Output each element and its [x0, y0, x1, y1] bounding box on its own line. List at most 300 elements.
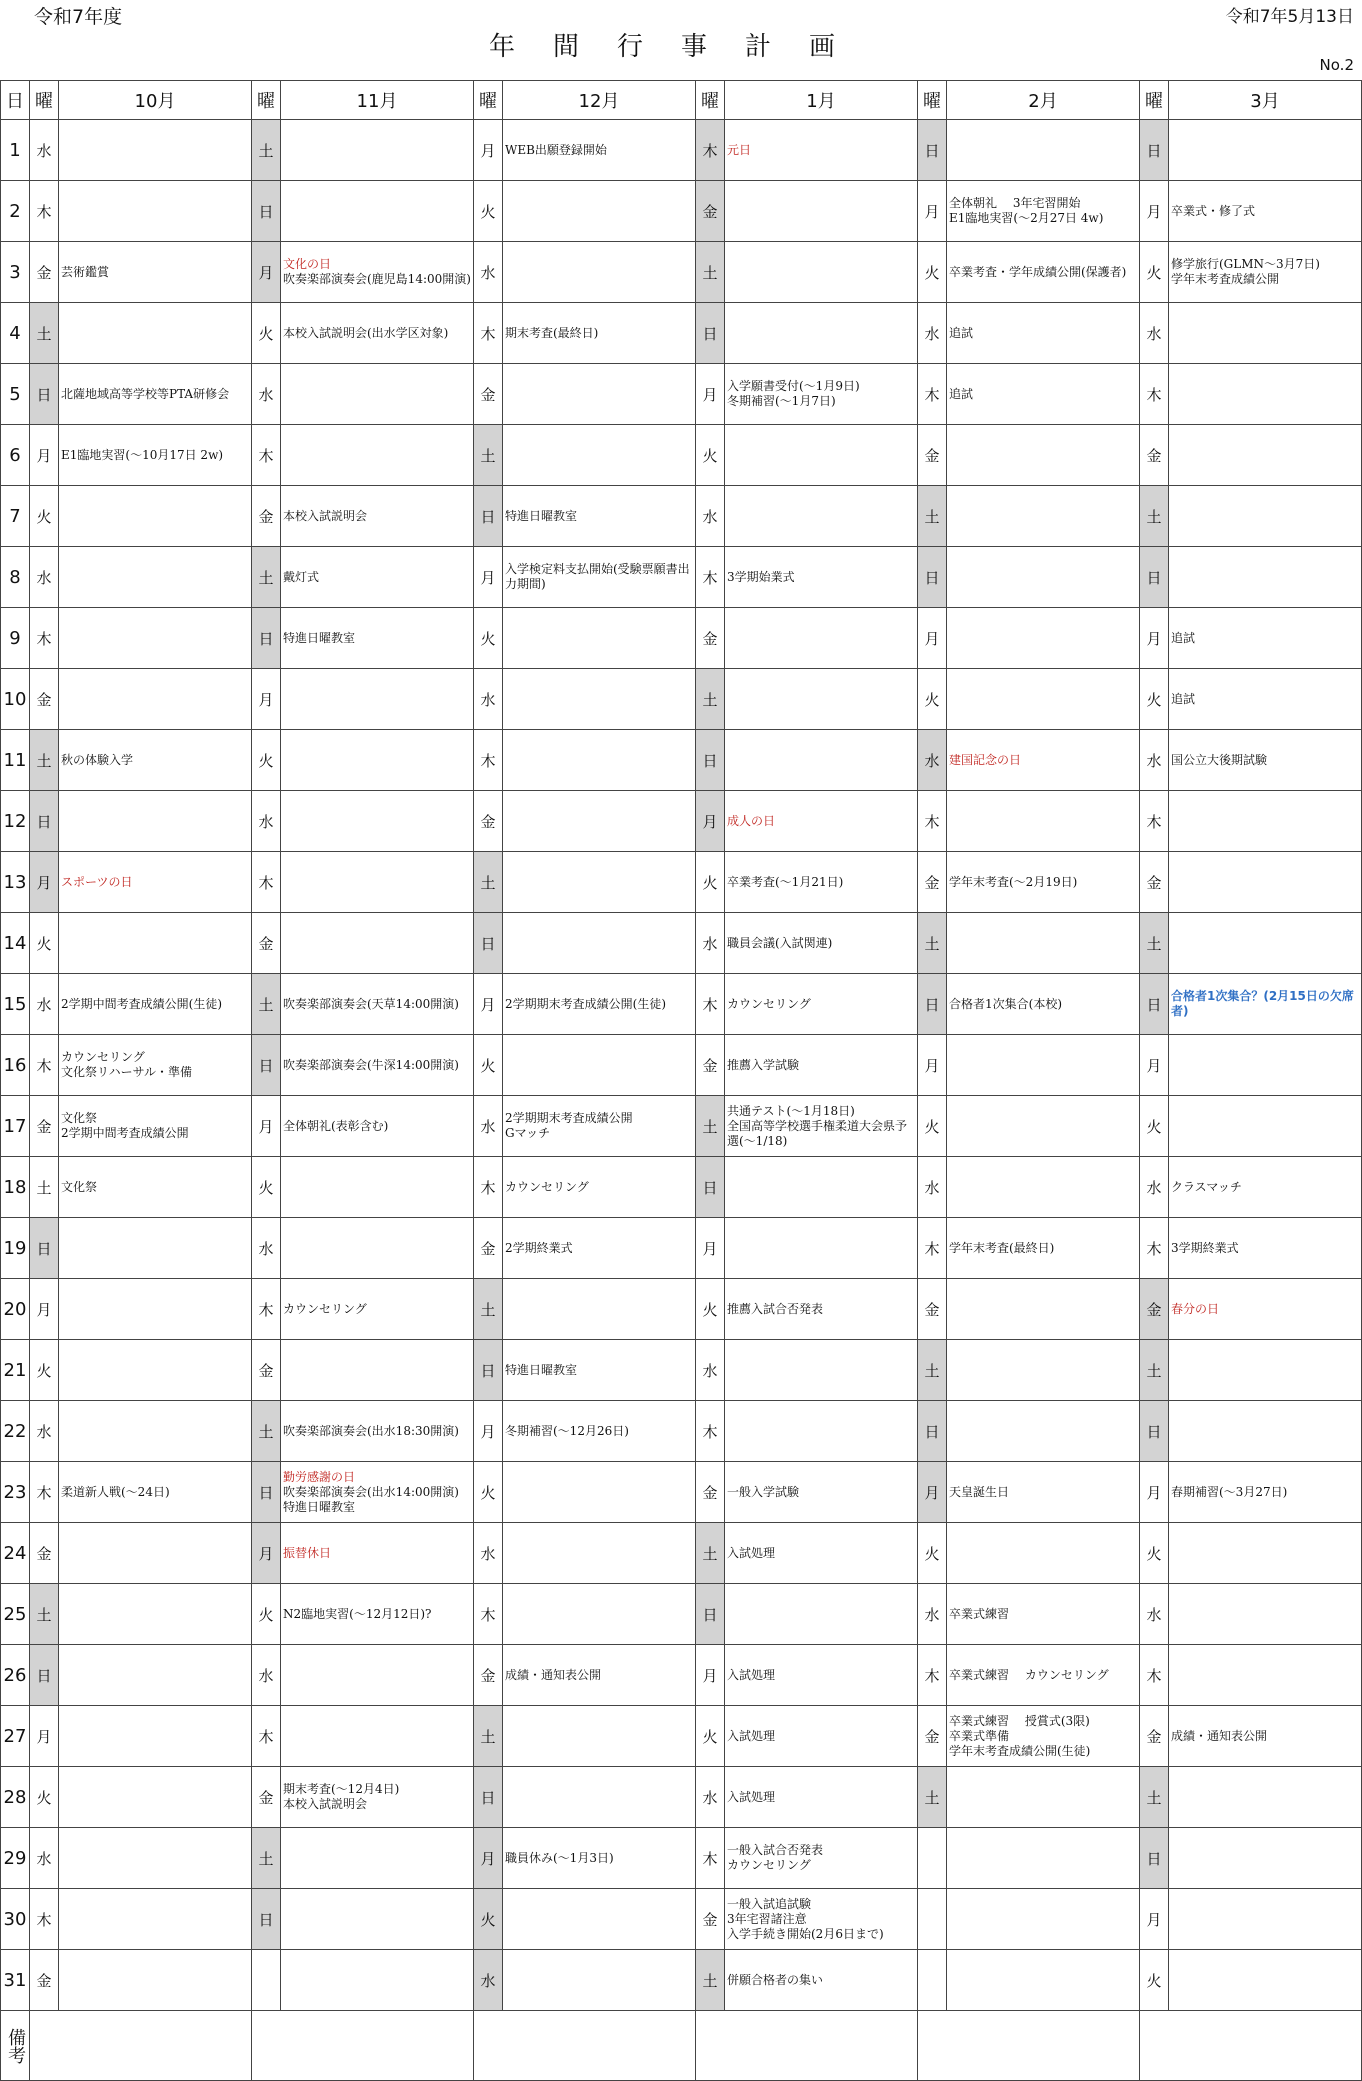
event-cell: [1169, 1401, 1362, 1462]
event-text: E1臨地実習(～10月17日 2w): [61, 447, 224, 462]
weekday-cell: 月: [1140, 608, 1169, 669]
event-text: 冬期補習(～1月7日): [727, 394, 836, 408]
event-text: 2学期期末考査成績公開(生徒): [505, 996, 666, 1011]
table-body: [1, 120, 1362, 2081]
day-number: 9: [1, 608, 30, 669]
weekday-cell: 金: [1140, 425, 1169, 486]
event-text: 2学期中間考査成績公開(生徒): [61, 996, 222, 1011]
weekday-cell: 日: [474, 1340, 503, 1401]
weekday-cell: 金: [474, 1218, 503, 1279]
event-cell: [59, 1523, 252, 1584]
holiday-label: 春分の日: [1171, 1301, 1220, 1316]
table-row: [1, 1767, 1362, 1828]
event-text: 合格者1次集合(本校): [949, 996, 1062, 1011]
weekday-cell: 木: [252, 1279, 281, 1340]
event-text: 吹奏楽部演奏会(天草14:00開演): [283, 996, 459, 1011]
event-cell: [281, 1157, 474, 1218]
table-row: [1, 547, 1362, 608]
table-row: [1, 120, 1362, 181]
holiday-label: 成人の日: [727, 813, 776, 828]
weekday-cell: 火: [474, 1889, 503, 1950]
event-cell: [725, 1889, 918, 1950]
weekday-cell: 木: [918, 1645, 947, 1706]
event-cell: [947, 852, 1140, 913]
event-cell: [503, 669, 696, 730]
day-number: 20: [1, 1279, 30, 1340]
event-text: 入試処理: [727, 1789, 776, 1804]
event-text: 一般入学試験: [727, 1484, 800, 1499]
event-cell: [281, 608, 474, 669]
weekday-cell: 月: [30, 1706, 59, 1767]
event-text: 特進日曜教室: [283, 630, 356, 645]
weekday-cell: 月: [252, 242, 281, 303]
weekday-cell: 土: [1140, 1340, 1169, 1401]
weekday-cell: 月: [474, 1828, 503, 1889]
table-row: [1, 608, 1362, 669]
event-cell: [503, 425, 696, 486]
table-header-row: [1, 81, 1362, 120]
event-text: 併願合格者の集い: [727, 1972, 824, 1987]
day-number: 11: [1, 730, 30, 791]
event-cell: [947, 1340, 1140, 1401]
weekday-cell: 日: [252, 181, 281, 242]
weekday-cell: 日: [252, 1889, 281, 1950]
event-text: 追試: [949, 325, 974, 340]
event-cell: [1169, 425, 1362, 486]
event-text: 天皇誕生日: [949, 1484, 1010, 1499]
weekday-cell: 金: [30, 1096, 59, 1157]
event-cell: [725, 1706, 918, 1767]
event-cell: [725, 425, 918, 486]
weekday-cell: 水: [474, 1096, 503, 1157]
weekday-cell: 火: [252, 1157, 281, 1218]
event-text: N2臨地実習(～12月12日)?: [283, 1606, 432, 1621]
event-cell: [947, 608, 1140, 669]
event-cell: [503, 547, 696, 608]
event-cell: [503, 486, 696, 547]
event-cell: [725, 1096, 918, 1157]
weekday-cell: 火: [30, 486, 59, 547]
weekday-cell: 土: [696, 669, 725, 730]
event-cell: [947, 1035, 1140, 1096]
weekday-cell: 火: [252, 1584, 281, 1645]
event-cell: [503, 1706, 696, 1767]
event-cell: [1169, 1584, 1362, 1645]
event-cell: [725, 1157, 918, 1218]
table-row: [1, 242, 1362, 303]
event-cell: [59, 364, 252, 425]
weekday-cell: 月: [30, 425, 59, 486]
event-cell: [725, 669, 918, 730]
event-cell: [281, 1828, 474, 1889]
table-row: [1, 1157, 1362, 1218]
event-cell: [947, 486, 1140, 547]
event-cell: [947, 547, 1140, 608]
weekday-cell: 木: [696, 547, 725, 608]
event-cell: [1169, 1645, 1362, 1706]
weekday-cell: 月: [1140, 181, 1169, 242]
event-text: 3学期終業式: [1171, 1240, 1239, 1255]
event-cell: [281, 303, 474, 364]
event-cell: [1169, 242, 1362, 303]
table-row: [1, 1523, 1362, 1584]
event-cell: [503, 730, 696, 791]
day-number: 5: [1, 364, 30, 425]
weekday-cell: 木: [1140, 791, 1169, 852]
weekday-cell: 火: [474, 608, 503, 669]
weekday-cell: 金: [696, 1889, 725, 1950]
weekday-cell: 火: [252, 303, 281, 364]
event-text: 特進日曜教室: [283, 1499, 356, 1514]
weekday-cell: 火: [918, 669, 947, 730]
table-row: [1, 181, 1362, 242]
event-cell: [59, 730, 252, 791]
event-text: 学年末考査(～2月19日): [949, 874, 1078, 889]
event-cell: [725, 364, 918, 425]
weekday-cell: 火: [1140, 1950, 1169, 2011]
weekday-cell: 金: [252, 486, 281, 547]
day-number: 30: [1, 1889, 30, 1950]
weekday-cell: 水: [1140, 730, 1169, 791]
weekday-cell: 月: [1140, 1889, 1169, 1950]
event-cell: [725, 852, 918, 913]
weekday-cell: 土: [30, 1157, 59, 1218]
document-number: No.2: [1319, 56, 1354, 74]
table-row: [1, 1035, 1362, 1096]
event-cell: [503, 120, 696, 181]
table-row: [1, 669, 1362, 730]
event-cell: [1169, 1706, 1362, 1767]
weekday-cell: 水: [1140, 303, 1169, 364]
weekday-column-header: 曜: [918, 81, 947, 120]
day-number: 1: [1, 120, 30, 181]
weekday-cell: 木: [474, 303, 503, 364]
event-cell: [947, 1279, 1140, 1340]
event-cell: [725, 1584, 918, 1645]
event-cell: [1169, 120, 1362, 181]
event-cell: [725, 730, 918, 791]
event-text: 一般入試合否発表: [727, 1843, 824, 1857]
event-cell: [1169, 181, 1362, 242]
event-text: 全体朝礼(表彰含む): [283, 1118, 389, 1133]
event-text: 入試処理: [727, 1728, 776, 1743]
event-cell: [725, 1645, 918, 1706]
table-row: [1, 1218, 1362, 1279]
weekday-cell: 土: [696, 242, 725, 303]
event-text: 柔道新人戦(～24日): [61, 1484, 170, 1499]
event-cell: [59, 242, 252, 303]
weekday-cell: 木: [252, 1706, 281, 1767]
event-text: 学年末考査(最終日): [949, 1240, 1055, 1255]
weekday-cell: 水: [918, 1157, 947, 1218]
day-number: 13: [1, 852, 30, 913]
event-cell: [1169, 486, 1362, 547]
event-cell: [59, 425, 252, 486]
event-cell: [947, 181, 1140, 242]
weekday-cell: 日: [1140, 974, 1169, 1035]
day-number: 15: [1, 974, 30, 1035]
weekday-cell: 土: [1140, 913, 1169, 974]
event-cell: [1169, 1767, 1362, 1828]
weekday-cell: 水: [30, 1828, 59, 1889]
event-cell: [947, 303, 1140, 364]
weekday-cell: 木: [30, 608, 59, 669]
event-text: 文化祭リハーサル・準備: [61, 1065, 193, 1079]
weekday-cell: 水: [696, 1767, 725, 1828]
event-cell: [947, 1706, 1140, 1767]
event-cell: [1169, 1218, 1362, 1279]
weekday-cell: 水: [252, 364, 281, 425]
event-cell: [947, 425, 1140, 486]
event-text: 吹奏楽部演奏会(牛深14:00開演): [283, 1057, 459, 1072]
holiday-label: 建国記念の日: [949, 752, 1022, 767]
month-header: 11月: [281, 81, 474, 120]
event-cell: [947, 1523, 1140, 1584]
table-row: [1, 852, 1362, 913]
event-cell: [503, 1523, 696, 1584]
weekday-cell: 金: [918, 1279, 947, 1340]
weekday-cell: 日: [696, 1157, 725, 1218]
event-cell: [281, 1889, 474, 1950]
day-number: 8: [1, 547, 30, 608]
event-cell: [59, 791, 252, 852]
weekday-cell: 水: [252, 1218, 281, 1279]
event-cell: [281, 486, 474, 547]
weekday-cell: 木: [1140, 364, 1169, 425]
weekday-cell: 日: [1140, 547, 1169, 608]
day-number: 23: [1, 1462, 30, 1523]
notes-cell: [474, 2011, 696, 2081]
event-cell: [59, 1096, 252, 1157]
event-text: 吹奏楽部演奏会(鹿児島14:00開演): [283, 272, 471, 286]
weekday-cell: [252, 1950, 281, 2011]
weekday-cell: 土: [30, 303, 59, 364]
holiday-label: 勤労感謝の日: [283, 1469, 356, 1484]
event-cell: [59, 1218, 252, 1279]
weekday-cell: 木: [30, 181, 59, 242]
notes-cell: [1140, 2011, 1362, 2081]
weekday-cell: 日: [30, 791, 59, 852]
weekday-cell: 金: [696, 1035, 725, 1096]
event-cell: [725, 1828, 918, 1889]
weekday-cell: 月: [252, 669, 281, 730]
event-cell: [725, 1401, 918, 1462]
weekday-cell: 月: [1140, 1035, 1169, 1096]
event-cell: [725, 1218, 918, 1279]
weekday-cell: 火: [1140, 669, 1169, 730]
weekday-cell: 火: [696, 852, 725, 913]
table-row: [1, 791, 1362, 852]
event-cell: [1169, 1340, 1362, 1401]
event-cell: [1169, 974, 1362, 1035]
day-number: 24: [1, 1523, 30, 1584]
day-number: 10: [1, 669, 30, 730]
event-cell: [1169, 730, 1362, 791]
event-cell: [59, 547, 252, 608]
page-title: 年間行事計画: [488, 32, 873, 62]
weekday-cell: 木: [30, 1035, 59, 1096]
event-text: 共通テスト(～1月18日): [727, 1103, 855, 1118]
event-text: E1臨地実習(～2月27日 4w): [949, 211, 1104, 225]
event-text: 芸術鑑賞: [61, 264, 110, 279]
day-number: 26: [1, 1645, 30, 1706]
event-cell: [1169, 1279, 1362, 1340]
event-cell: [503, 1401, 696, 1462]
event-cell: [59, 120, 252, 181]
weekday-cell: 木: [696, 1401, 725, 1462]
event-text: 本校入試説明会: [283, 508, 368, 523]
weekday-cell: 火: [252, 730, 281, 791]
weekday-cell: 木: [696, 1828, 725, 1889]
weekday-cell: 火: [30, 1767, 59, 1828]
event-cell: [59, 486, 252, 547]
weekday-cell: 金: [1140, 852, 1169, 913]
event-cell: [503, 364, 696, 425]
event-cell: [59, 1462, 252, 1523]
event-cell: [947, 1767, 1140, 1828]
table-row: [1, 974, 1362, 1035]
weekday-cell: 月: [918, 608, 947, 669]
weekday-cell: 土: [1140, 1767, 1169, 1828]
event-cell: [503, 1096, 696, 1157]
event-text: 追試: [1171, 630, 1196, 645]
event-text: 2学期中間考査成績公開: [61, 1126, 189, 1140]
event-cell: [947, 1889, 1140, 1950]
weekday-cell: 日: [474, 486, 503, 547]
weekday-cell: 日: [696, 1584, 725, 1645]
weekday-cell: 月: [1140, 1462, 1169, 1523]
event-text: 全国高等学校選手権柔道大会県予選(～1/18): [727, 1118, 908, 1148]
event-text: 2学期終業式: [505, 1240, 573, 1255]
weekday-cell: 日: [474, 1767, 503, 1828]
event-cell: [725, 608, 918, 669]
event-text: 国公立大後期試験: [1171, 752, 1268, 767]
event-text: 追試: [1171, 691, 1196, 706]
event-cell: [281, 547, 474, 608]
event-cell: [59, 1950, 252, 2011]
weekday-cell: 日: [1140, 1401, 1169, 1462]
weekday-cell: 水: [30, 974, 59, 1035]
event-text: 学年末考査成績公開: [1171, 272, 1280, 286]
event-cell: [59, 181, 252, 242]
event-cell: [725, 913, 918, 974]
weekday-cell: 火: [1140, 1523, 1169, 1584]
event-text: 吹奏楽部演奏会(出水14:00開演): [283, 1484, 459, 1499]
weekday-column-header: 曜: [696, 81, 725, 120]
weekday-cell: 土: [696, 1523, 725, 1584]
event-cell: [1169, 1828, 1362, 1889]
event-cell: [59, 1584, 252, 1645]
weekday-cell: 月: [30, 852, 59, 913]
day-number: 14: [1, 913, 30, 974]
event-cell: [503, 1584, 696, 1645]
holiday-label: 振替休日: [283, 1545, 332, 1560]
weekday-cell: 金: [918, 425, 947, 486]
weekday-cell: 水: [474, 669, 503, 730]
weekday-cell: 土: [252, 547, 281, 608]
event-cell: [725, 547, 918, 608]
weekday-cell: 日: [30, 1218, 59, 1279]
weekday-cell: 日: [918, 974, 947, 1035]
weekday-cell: 土: [918, 913, 947, 974]
event-cell: [725, 1523, 918, 1584]
event-cell: [503, 242, 696, 303]
weekday-cell: 火: [918, 1096, 947, 1157]
event-cell: [947, 1157, 1140, 1218]
holiday-label: 元日: [727, 142, 752, 157]
weekday-cell: 金: [918, 852, 947, 913]
event-text: カウンセリング: [61, 1050, 145, 1064]
table-row: [1, 1096, 1362, 1157]
day-number: 6: [1, 425, 30, 486]
weekday-cell: 火: [30, 1340, 59, 1401]
weekday-cell: [918, 1950, 947, 2011]
weekday-cell: 月: [696, 1645, 725, 1706]
weekday-cell: 水: [1140, 1157, 1169, 1218]
event-cell: [281, 1096, 474, 1157]
event-cell: [59, 1828, 252, 1889]
notes-cell: [30, 2011, 252, 2081]
weekday-cell: 水: [918, 303, 947, 364]
event-text: 職員会議(入試関連): [727, 935, 833, 950]
weekday-cell: 火: [474, 1035, 503, 1096]
weekday-cell: 土: [918, 1340, 947, 1401]
event-text: カウンセリング: [727, 996, 811, 1011]
weekday-cell: 土: [30, 1584, 59, 1645]
event-cell: [1169, 669, 1362, 730]
event-text: 戴灯式: [283, 569, 320, 584]
day-number: 31: [1, 1950, 30, 2011]
weekday-cell: 金: [474, 364, 503, 425]
event-text: 文化祭: [61, 1111, 98, 1125]
weekday-cell: 土: [252, 974, 281, 1035]
weekday-cell: 月: [696, 364, 725, 425]
event-text: 一般入試追試験: [727, 1896, 812, 1911]
weekday-cell: 月: [30, 1279, 59, 1340]
weekday-cell: 木: [1140, 1218, 1169, 1279]
weekday-cell: 水: [30, 547, 59, 608]
event-cell: [725, 1462, 918, 1523]
weekday-cell: 木: [918, 791, 947, 852]
day-number: 29: [1, 1828, 30, 1889]
weekday-cell: 日: [918, 120, 947, 181]
day-number: 3: [1, 242, 30, 303]
weekday-column-header: 曜: [252, 81, 281, 120]
event-cell: [1169, 1035, 1362, 1096]
event-cell: [281, 181, 474, 242]
event-text: 期末考査(～12月4日): [283, 1782, 400, 1796]
event-cell: [59, 1889, 252, 1950]
weekday-cell: 土: [918, 486, 947, 547]
weekday-cell: 金: [252, 913, 281, 974]
event-cell: [281, 1767, 474, 1828]
event-cell: [503, 1035, 696, 1096]
weekday-cell: 土: [474, 1706, 503, 1767]
event-cell: [725, 242, 918, 303]
weekday-cell: 金: [474, 791, 503, 852]
event-text: 吹奏楽部演奏会(出水18:30開演): [283, 1423, 459, 1438]
weekday-cell: 水: [474, 242, 503, 303]
weekday-cell: 日: [252, 608, 281, 669]
weekday-cell: 日: [918, 547, 947, 608]
weekday-cell: 金: [252, 1767, 281, 1828]
weekday-cell: 水: [30, 1401, 59, 1462]
event-cell: [1169, 1157, 1362, 1218]
weekday-cell: 金: [252, 1340, 281, 1401]
event-cell: [281, 1523, 474, 1584]
event-cell: [281, 425, 474, 486]
event-cell: [281, 1279, 474, 1340]
